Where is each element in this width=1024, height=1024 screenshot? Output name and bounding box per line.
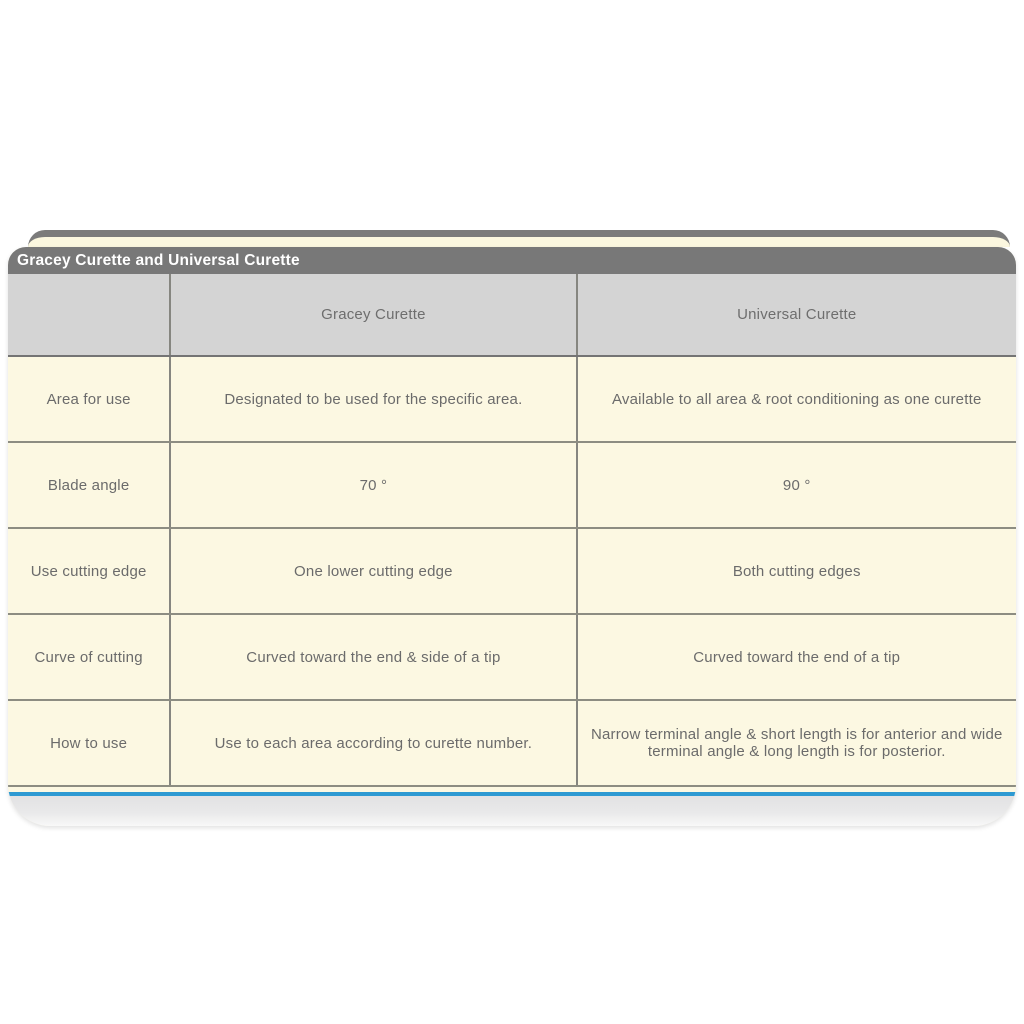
card-footer (8, 796, 1016, 826)
gracey-cell: Curved toward the end & side of a tip (170, 614, 576, 700)
table-row (8, 614, 1016, 700)
table-row (8, 700, 1016, 786)
gracey-cell: One lower cutting edge (170, 528, 576, 614)
row-label: Curve of cutting (8, 614, 170, 700)
universal-cell: Both cutting edges (577, 528, 1017, 614)
row-label: Blade angle (8, 442, 170, 528)
table-row (8, 356, 1016, 442)
row-label: How to use (8, 700, 170, 786)
gracey-cell: Use to each area according to curette number. (170, 700, 576, 786)
comparison-card (8, 247, 1016, 826)
table-row (8, 528, 1016, 614)
gracey-cell: 70 ° (170, 442, 576, 528)
comparison-table (8, 274, 1016, 787)
column-header-gracey: Gracey Curette (170, 274, 576, 356)
universal-cell: Available to all area & root conditioning as one curette (577, 356, 1017, 442)
universal-cell: Curved toward the end of a tip (577, 614, 1017, 700)
card-title: Gracey Curette and Universal Curette (17, 252, 300, 269)
universal-cell: Narrow terminal angle & short length is for anterior and wide terminal angle & long length is for posterior. (577, 700, 1017, 786)
gracey-cell: Designated to be used for the specific area. (170, 356, 576, 442)
card-back-edge (28, 230, 1010, 247)
table-header-row (8, 274, 1016, 356)
corner-cell (8, 274, 170, 356)
row-label: Area for use (8, 356, 170, 442)
row-label: Use cutting edge (8, 528, 170, 614)
universal-cell: 90 ° (577, 442, 1017, 528)
card-title-bar (8, 247, 1016, 274)
column-header-universal: Universal Curette (577, 274, 1017, 356)
table-row (8, 442, 1016, 528)
